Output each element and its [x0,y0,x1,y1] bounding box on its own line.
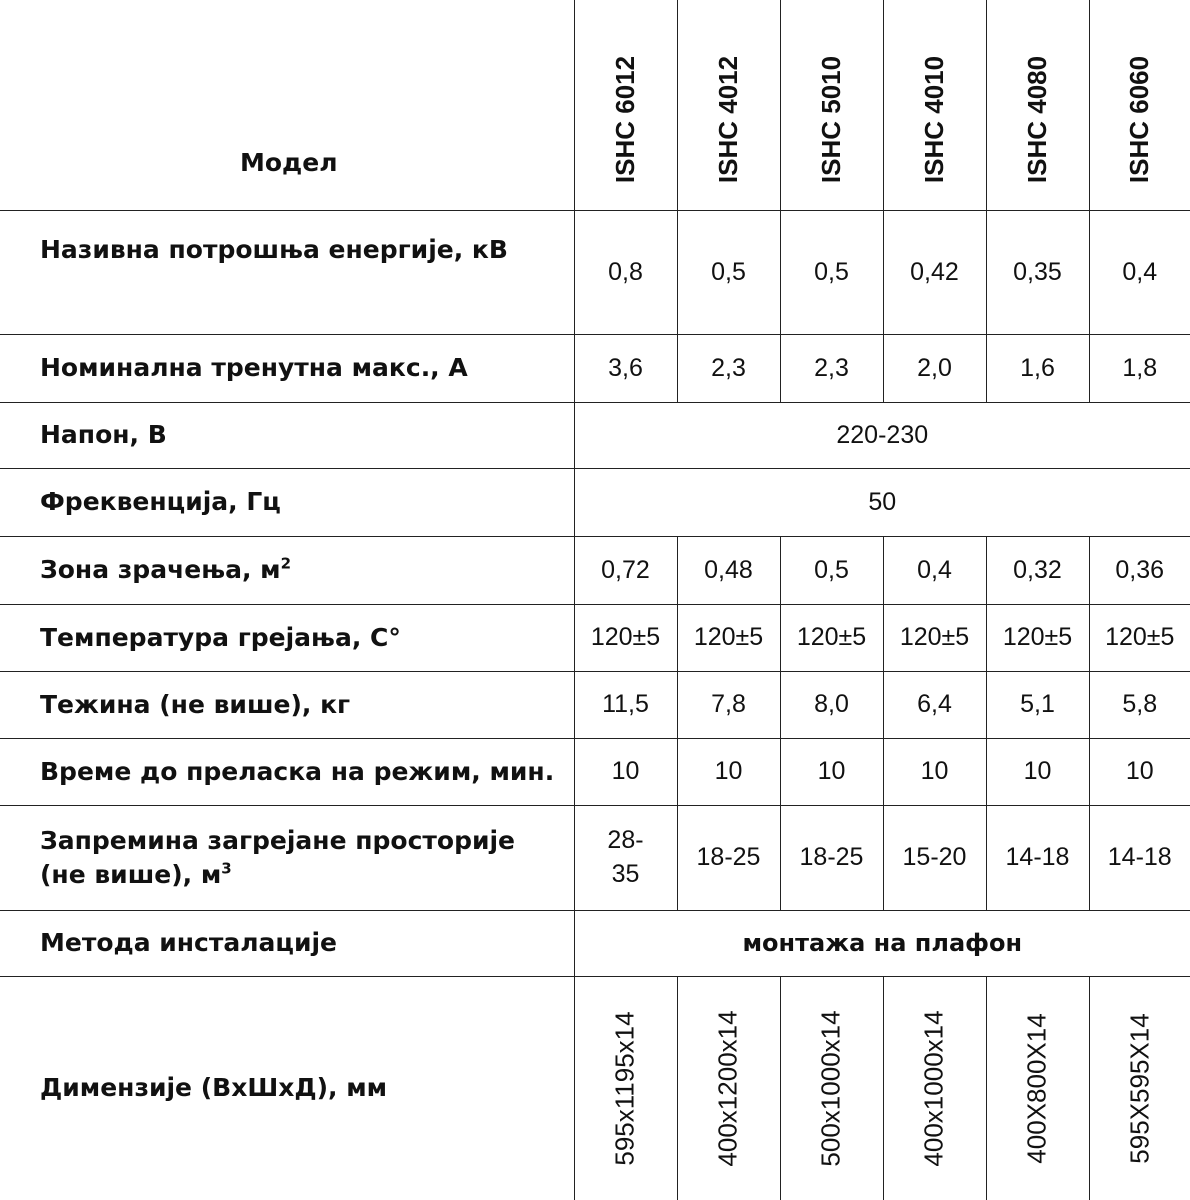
cell-value: 2,3 [677,334,780,402]
cell-value: 18-25 [677,805,780,910]
cell-value: 0,32 [986,536,1089,604]
table-row [0,910,1190,976]
cell-value: 5,8 [1089,671,1190,738]
table-row [0,210,1190,334]
cell-value: 2,0 [883,334,986,402]
cell-value: 120±5 [780,604,883,671]
cell-value: 120±5 [1089,604,1190,671]
table-row [0,536,1190,604]
cell-value: 2,3 [780,334,883,402]
dimension-value: 595х1195х14 [610,1011,640,1166]
row-label: Време до преласка на режим, мин. [0,738,574,805]
cell-value: 120±5 [883,604,986,671]
table-row [0,604,1190,671]
cell-value: 5,1 [986,671,1089,738]
cell-value: 0,5 [780,210,883,334]
wrapped-value: 28-35 [607,825,644,888]
cell-value-merged: монтажа на плафон [574,910,1190,976]
cell-value: 11,5 [574,671,677,738]
row-label-line-2: (не више), м [40,859,222,889]
superscript: 3 [221,859,232,878]
cell-value [883,976,986,1200]
model-col-6 [1089,0,1190,210]
cell-value: 0,8 [574,210,677,334]
cell-value: 10 [780,738,883,805]
cell-value [1089,976,1190,1200]
cell-value: 10 [986,738,1089,805]
cell-value: 1,6 [986,334,1089,402]
table-row [0,671,1190,738]
table-row [0,402,1190,468]
model-name: ISHC 6012 [610,55,640,184]
cell-value: 15-20 [883,805,986,910]
model-col-3 [780,0,883,210]
cell-value: 0,36 [1089,536,1190,604]
row-label: Називна потрошња енергије, кВ [0,210,574,334]
cell-value [780,976,883,1200]
cell-value: 1,8 [1089,334,1190,402]
cell-value: 0,35 [986,210,1089,334]
cell-value-merged: 50 [574,468,1190,536]
table-row [0,976,1190,1200]
row-label-line-1: Запремина загрејане просторије [40,825,515,855]
cell-value: 120±5 [986,604,1089,671]
model-col-2 [677,0,780,210]
cell-value: 10 [574,738,677,805]
row-label [0,805,574,910]
model-header: Модел [240,147,338,177]
cell-value: 120±5 [677,604,780,671]
row-label: Температура грејања, С° [0,604,574,671]
model-name: ISHC 5010 [816,55,846,184]
cell-value: 0,4 [883,536,986,604]
cell-value [677,976,780,1200]
dimension-value: 500х1000х14 [816,1010,847,1167]
row-label: Номинална тренутна макс., А [0,334,574,402]
cell-value: 10 [1089,738,1190,805]
cell-value: 14-18 [986,805,1089,910]
table-row [0,805,1190,910]
model-col-5 [986,0,1089,210]
cell-value: 0,72 [574,536,677,604]
dimension-value: 400х1000х14 [919,1010,950,1167]
cell-value: 7,8 [677,671,780,738]
row-label: Напон, В [0,402,574,468]
table-row [0,738,1190,805]
cell-value: 3,6 [574,334,677,402]
row-label: Димензије (ВхШхД), мм [0,976,574,1200]
header-row [0,0,1190,210]
cell-value: 0,5 [780,536,883,604]
cell-value-merged: 220-230 [574,402,1190,468]
cell-value: 10 [677,738,780,805]
superscript: 2 [280,554,292,573]
model-col-4 [883,0,986,210]
model-name: ISHC 4012 [713,55,743,184]
cell-value [574,976,677,1200]
row-label: Тежина (не више), кг [0,671,574,738]
cell-value: 0,48 [677,536,780,604]
dimension-value: 400х1200х14 [713,1010,744,1167]
row-label-text: Зона зрачења, м [40,555,281,585]
row-label [0,536,574,604]
cell-value: 6,4 [883,671,986,738]
cell-value [986,976,1089,1200]
table-row [0,334,1190,402]
table-row [0,468,1190,536]
dimension-value: 400Х800Х14 [1022,1013,1052,1164]
cell-value: 0,5 [677,210,780,334]
cell-value: 10 [883,738,986,805]
row-label: Метода инсталације [0,910,574,976]
cell-value: 8,0 [780,671,883,738]
model-name: ISHC 4010 [919,55,949,184]
dimension-value: 595Х595Х14 [1124,1013,1155,1164]
cell-value: 14-18 [1089,805,1190,910]
cell-value: 0,42 [883,210,986,334]
cell-value: 18-25 [780,805,883,910]
cell-value: 120±5 [574,604,677,671]
model-name: ISHC 4080 [1022,55,1052,184]
row-label: Фреквенција, Гц [0,468,574,536]
model-col-1 [574,0,677,210]
cell-value [574,805,677,910]
model-name: ISHC 6060 [1124,55,1155,184]
cell-value: 0,4 [1089,210,1190,334]
